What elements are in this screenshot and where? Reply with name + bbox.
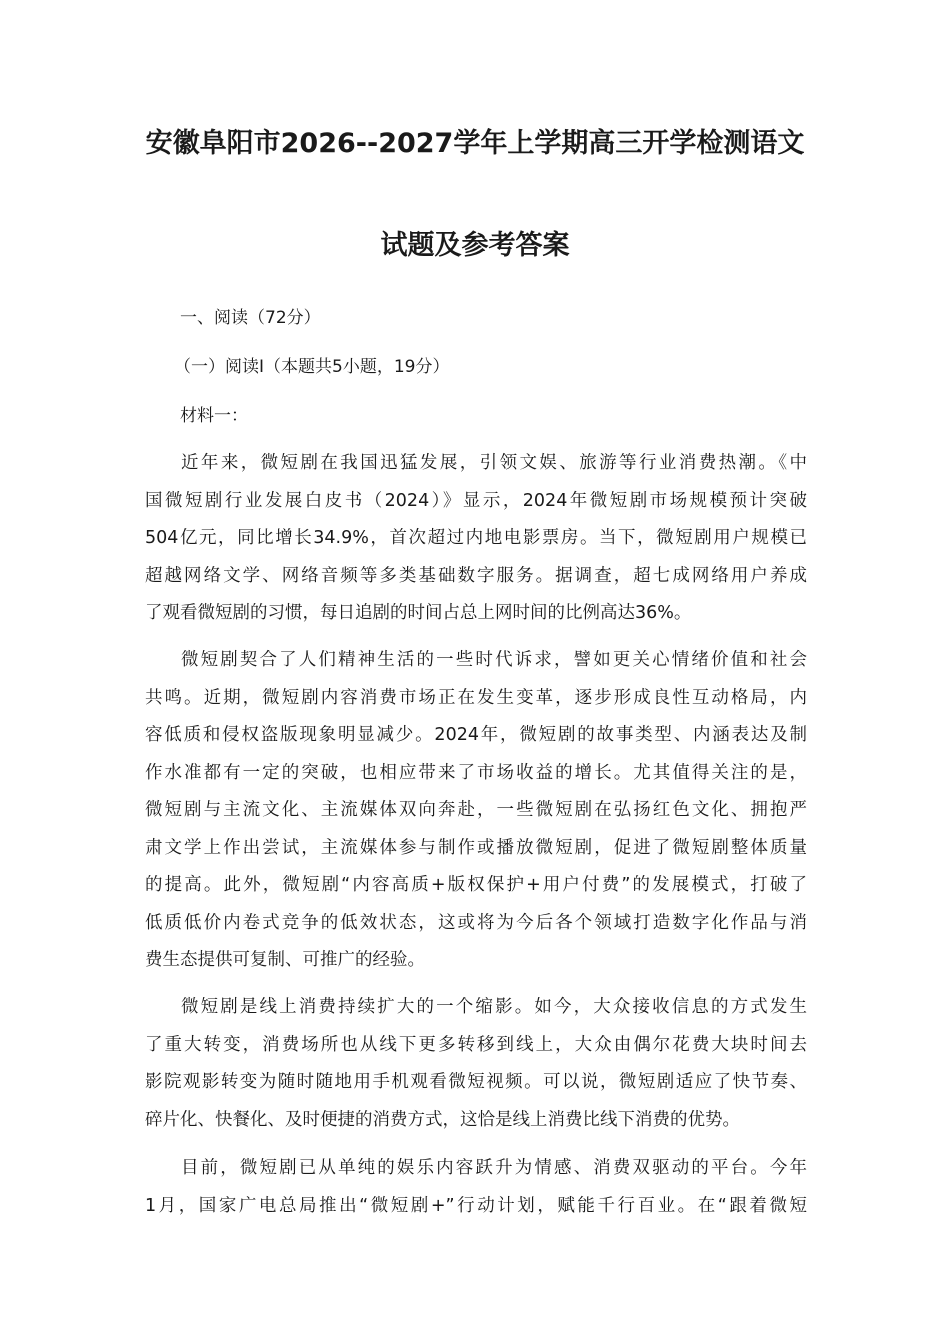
- paragraph-line: 低质低价内卷式竞争的低效状态，这或将为今后各个领域打造数字化作品与消: [145, 912, 807, 933]
- section-heading: 一、阅读（72分）: [180, 308, 321, 328]
- paragraph-line: 影院观影转变为随时随地用手机观看微短视频。可以说，微短剧适应了快节奏、: [145, 1072, 807, 1092]
- paragraph-line: 共鸣。近期，微短剧内容消费市场正在发生变革，逐步形成良性互动格局，内: [145, 687, 807, 708]
- paragraph-line: 的提高。此外，微短剧“内容高质+版权保护+用户付费”的发展模式，打破了: [145, 875, 807, 895]
- material-label: 材料一：: [180, 406, 248, 426]
- paragraph-line: 了重大转变，消费场所也从线下更多转移到线上，大众由偶尔花费大块时间去: [145, 1034, 807, 1055]
- paragraph-line: 容低质和侵权盗版现象明显减少。2024年，微短剧的故事类型、内涵表达及制: [145, 725, 807, 745]
- paragraph-line: 微短剧是线上消费持续扩大的一个缩影。如今，大众接收信息的方式发生: [181, 997, 807, 1017]
- paragraph-line: 费生态提供可复制、可推广的经验。: [145, 950, 425, 970]
- paragraph-line: 了观看微短剧的习惯，每日追剧的时间占总上网时间的比例高达36%。: [145, 603, 692, 623]
- paragraph-line: 国微短剧行业发展白皮书（2024）》显示，2024年微短剧市场规模预计突破: [145, 490, 807, 511]
- paragraph-line: 目前，微短剧已从单纯的娱乐内容跃升为情感、消费双驱动的平台。今年: [181, 1158, 807, 1178]
- paragraph-line: 超越网络文学、网络音频等多类基础数字服务。据调查，超七成网络用户养成: [145, 565, 807, 586]
- paragraph-line: 碎片化、快餐化、及时便捷的消费方式，这恰是线上消费比线下消费的优势。: [145, 1109, 740, 1130]
- paragraph-line: 1月，国家广电总局推出“微短剧+”行动计划，赋能千行百业。在“跟着微短: [145, 1195, 807, 1216]
- paragraph-line: 微短剧与主流文化、主流媒体双向奔赴，一些微短剧在弘扬红色文化、拥抱严: [145, 800, 807, 820]
- paragraph-line: 肃文学上作出尝试，主流媒体参与制作或播放微短剧，促进了微短剧整体质量: [145, 837, 807, 858]
- paragraph-4: [145, 1150, 807, 1225]
- paragraph-3: [145, 989, 807, 1139]
- document-title-line-1: 安徽阜阳市2026--2027学年上学期高三开学检测语文: [145, 128, 805, 159]
- paragraph-line: 近年来，微短剧在我国迅猛发展，引领文娱、旅游等行业消费热潮。《中: [181, 453, 807, 473]
- paragraph-1: [145, 445, 807, 633]
- document-title-line-2: 试题及参考答案: [380, 230, 570, 261]
- paragraph-line: 504亿元，同比增长34.9%，首次超过内地电影票房。当下，微短剧用户规模已: [145, 528, 807, 548]
- subsection-heading: （一）阅读Ⅰ（本题共5小题，19分）: [174, 357, 450, 377]
- paragraph-line: 微短剧契合了人们精神生活的一些时代诉求，譬如更关心情绪价值和社会: [181, 650, 807, 670]
- paragraph-2: [145, 642, 807, 980]
- paragraph-line: 作水准都有一定的突破，也相应带来了市场收益的增长。尤其值得关注的是，: [145, 762, 807, 783]
